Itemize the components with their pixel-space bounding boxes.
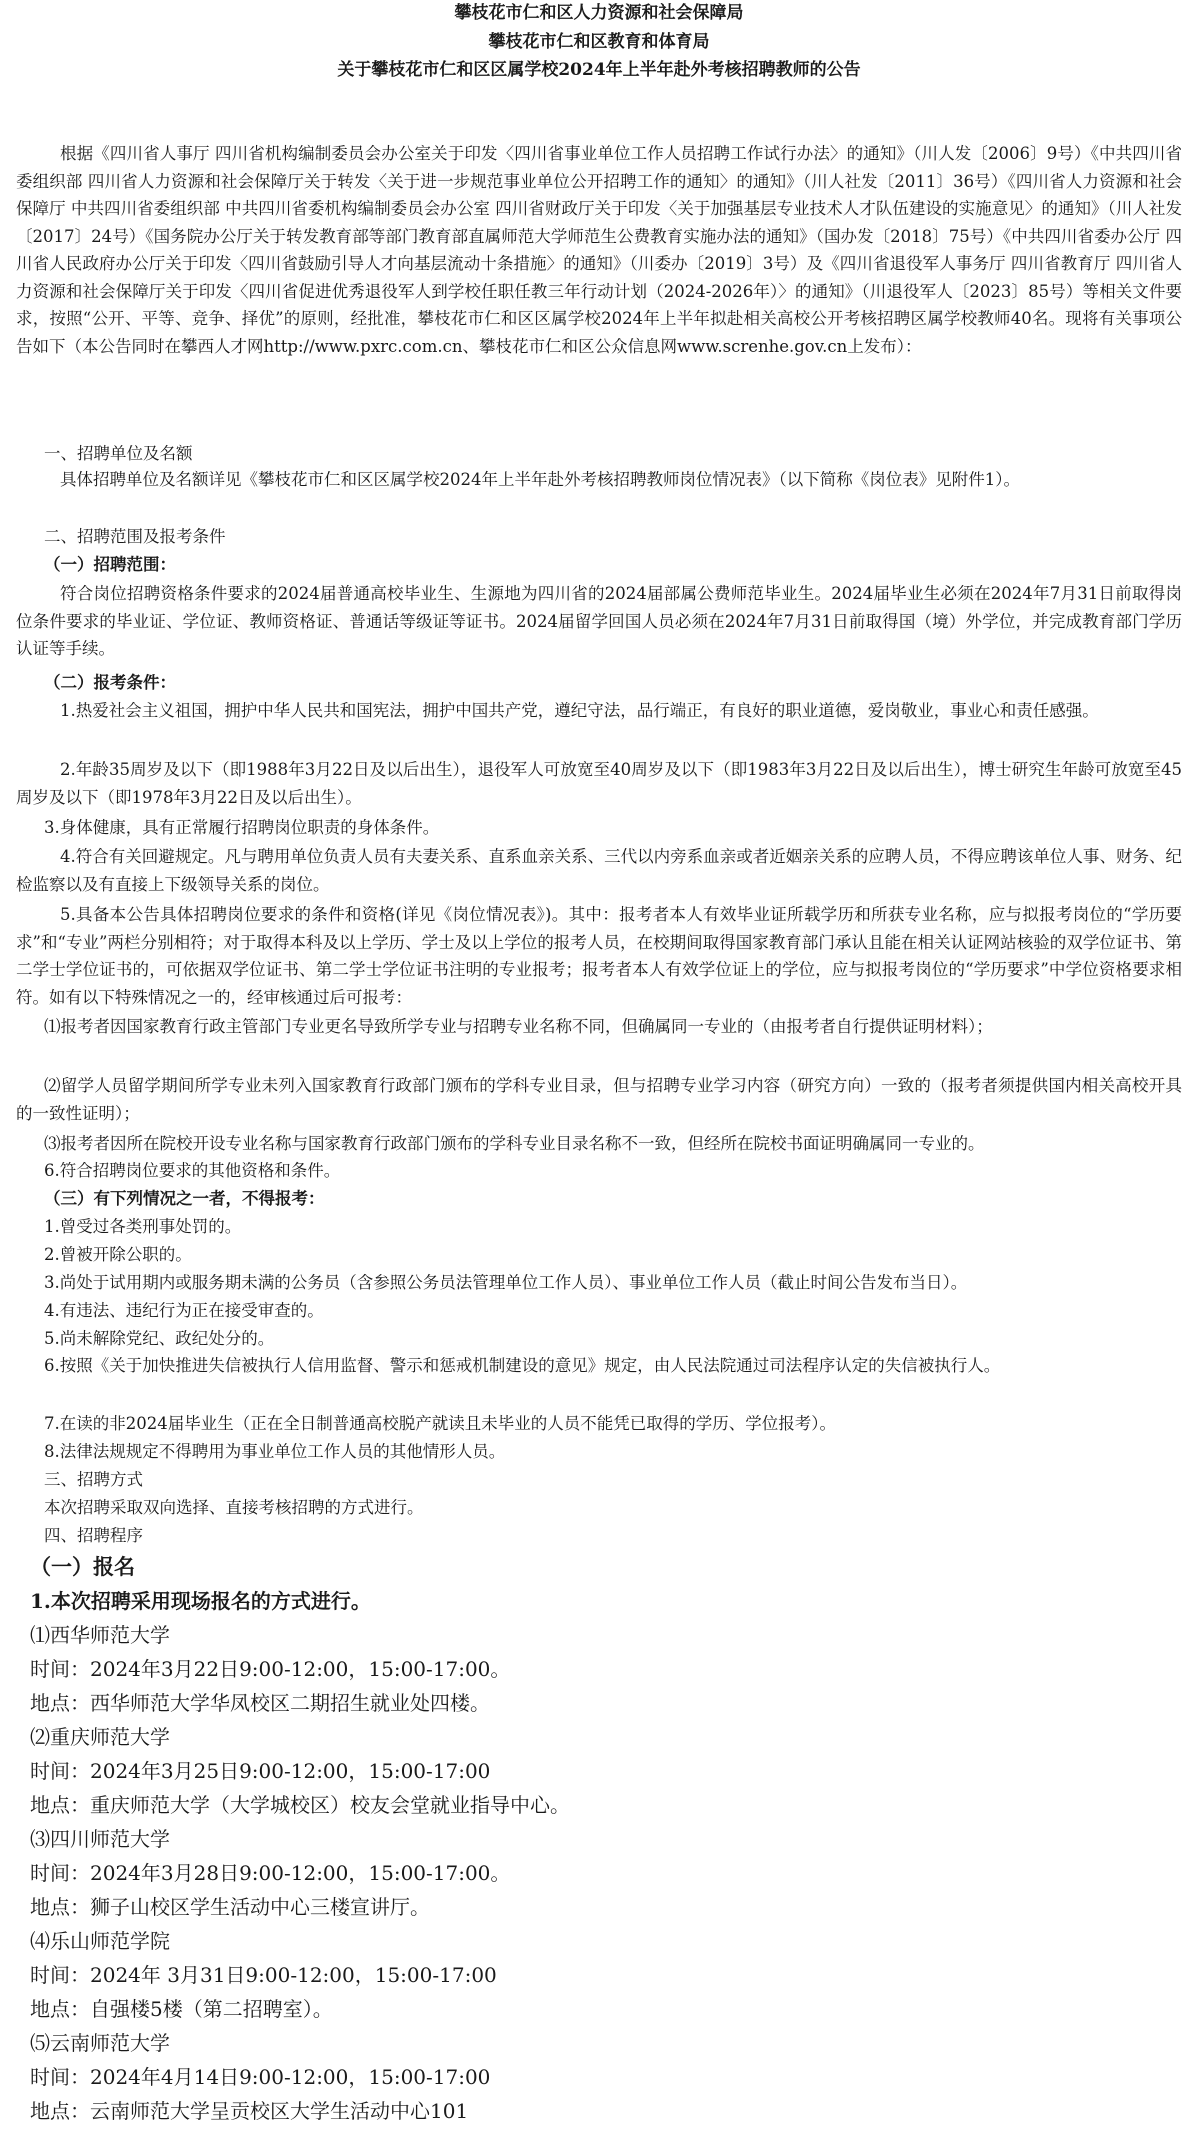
condition-2: 2.年龄35周岁及以下（即1988年3月22日及以后出生），退役军人可放宽至40周岁及以下（即1983年3月22日及以后出生），博士研究生年龄可放宽至45周岁及以下（即1978年3月22日及以后出生）。 [16,760,1182,807]
special-case-2: ⑵留学人员留学期间所学专业未列入国家教育行政部门颁布的学科专业目录，但与招聘专业学习内容（研究方向）一致的（报考者须提供国内相关高校开具的一致性证明）； [16,1076,1182,1123]
document-title: 关于攀枝花市仁和区区属学校2024年上半年赴外考核招聘教师的公告 [337,60,861,80]
venue-1-place: 地点：西华师范大学华凤校区二期招生就业处四楼。 [30,1691,490,1715]
exclusion-6: 6.按照《关于加快推进失信被执行人信用监督、警示和惩戒机制建设的意见》规定，由人民法院通过司法程序认定的失信被执行人。 [44,1356,1001,1375]
venue-1-name: ⑴西华师范大学 [30,1623,170,1647]
section-2b-heading: （二）报考条件： [44,673,176,692]
issuer-line-2: 攀枝花市仁和区教育和体育局 [488,32,710,52]
venue-1-time: 时间：2024年3月22日9:00-12:00，15:00-17:00。 [30,1657,511,1681]
venue-3-place: 地点：狮子山校区学生活动中心三楼宣讲厅。 [30,1895,430,1919]
condition-4: 4.符合有关回避规定。凡与聘用单位负责人员有夫妻关系、直系血亲关系、三代以内旁系血亲或者近姻亲关系的应聘人员，不得应聘该单位人事、财务、纪检监察以及有直接上下级领导关系的岗位。 [16,847,1182,894]
venue-4-name: ⑷乐山师范学院 [30,1929,170,1953]
section-2a-heading: （一）招聘范围： [44,555,176,574]
section-4a-heading: （一）报名 [30,1554,135,1579]
venue-3-name: ⑶四川师范大学 [30,1827,170,1851]
exclusion-7: 7.在读的非2024届毕业生（正在全日制普通高校脱产就读且未毕业的人员不能凭已取得的学历、学位报考）。 [44,1414,836,1433]
condition-1: 1.热爱社会主义祖国，拥护中华人民共和国宪法，拥护中国共产党，遵纪守法，品行端正，有良好的职业道德，爱岗敬业，事业心和责任感强。 [60,701,1099,720]
condition-5: 5.具备本公告具体招聘岗位要求的条件和资格(详见《岗位情况表》)。其中：报考者本人有效毕业证所载学历和所获专业名称，应与拟报考岗位的“学历要求”和“专业”两栏分别相符；对于取得本科及以上学历、学士及以上学位的报考人员，在校期间取得国家教育部门承认且能在相关认证网站核验的双学位证书、第二学士学位证书的，可依据双学位证书、第二学士学位证书注明的专业报考；报考者本人有效学位证上的学位，应与拟报考岗位的“学历要求”中学位资格要求相符。如有以下特殊情况之一的，经审核通过后可报考： [16,905,1182,1007]
venue-2-place: 地点：重庆师范大学（大学城校区）校友会堂就业指导中心。 [30,1793,570,1817]
section-2-heading: 二、招聘范围及报考条件 [44,527,226,546]
section-1-body: 具体招聘单位及名额详见《攀枝花市仁和区区属学校2024年上半年赴外考核招聘教师岗位情况表》（以下简称《岗位表》见附件1）。 [60,470,1020,489]
venue-4-place: 地点：自强楼5楼（第二招聘室）。 [30,1997,333,2021]
venue-4-time: 时间：2024年 3月31日9:00-12:00，15:00-17:00 [30,1963,497,1987]
section-2a-body: 符合岗位招聘资格条件要求的2024届普通高校毕业生、生源地为四川省的2024届部属公费师范毕业生。2024届毕业生必须在2024年7月31日前取得岗位条件要求的毕业证、学位证、教师资格证、普通话等级证等证书。2024届留学回国人员必须在2024年7月31日前取得国（境）外学位，并完成教育部门学历认证等手续。 [16,584,1182,658]
venue-2-name: ⑵重庆师范大学 [30,1725,170,1749]
exclusion-3: 3.尚处于试用期内或服务期未满的公务员（含参照公务员法管理单位工作人员）、事业单位工作人员（截止时间公告发布当日）。 [44,1273,968,1292]
exclusion-1: 1.曾受过各类刑事处罚的。 [44,1217,242,1236]
condition-3: 3.身体健康，具有正常履行招聘岗位职责的身体条件。 [44,818,440,837]
condition-6: 6.符合招聘岗位要求的其他资格和条件。 [44,1161,341,1180]
exclusion-4: 4.有违法、违纪行为正在接受审查的。 [44,1301,324,1320]
venue-3-time: 时间：2024年3月28日9:00-12:00，15:00-17:00。 [30,1861,511,1885]
venue-5-place: 地点：云南师范大学呈贡校区大学生活动中心101 [30,2099,469,2123]
issuer-line-1: 攀枝花市仁和区人力资源和社会保障局 [454,3,744,23]
exclusion-5: 5.尚未解除党纪、政纪处分的。 [44,1329,275,1348]
section-4-heading: 四、招聘程序 [44,1526,143,1545]
section-1-heading: 一、招聘单位及名额 [44,444,193,463]
venue-2-time: 时间：2024年3月25日9:00-12:00，15:00-17:00 [30,1759,491,1783]
section-2c-heading: （三）有下列情况之一者，不得报考： [44,1189,325,1208]
special-case-1: ⑴报考者因国家教育行政主管部门专业更名导致所学专业与招聘专业名称不同，但确属同一专业的（由报考者自行提供证明材料）； [44,1017,993,1036]
intro-paragraph: 根据《四川省人事厅 四川省机构编制委员会办公室关于印发〈四川省事业单位工作人员招聘工作试行办法〉的通知》（川人发〔2006〕9号）《中共四川省委组织部 四川省人力资源和社会保障厅关于转发〈关于进一步规范事业单位公开招聘工作的通知〉的通知》（川人社发〔2011〕36号）《四川省人力资源和社会保障厅 中共四川省委组织部 中共四川省委机构编制委员会办公室 四川省财政厅关于印发〈关于加强基层专业技术人才队伍建设的实施意见〉的通知》（川人社发〔2017〕24号）《国务院办公厅关于转发教育部等部门教育部直属师范大学师范生公费教育实施办法的通知》（国办发〔2018〕75号）《中共四川省委办公厅 四川省人民政府办公厅关于印发〈四川省鼓励引导人才向基层流动十条措施〉的通知》（川委办〔2019〕3号）及《四川省退役军人事务厅 四川省教育厅 四川省人力资源和社会保障厅关于印发〈四川省促进优秀退役军人到学校任职任教三年行动计划（2024-2026年）〉的通知》（川退役军人〔2023〕85号）等相关文件要求，按照“公开、平等、竞争、择优”的原则，经批准，攀枝花市仁和区区属学校2024年上半年拟赴相关高校公开考核招聘区属学校教师40名。现将有关事项公告如下（本公告同时在攀西人才网http://www.pxrc.com.cn、攀枝花市仁和区公众信息网www.screnhe.gov.cn上发布）： [16,144,1182,356]
special-case-3: ⑶报考者因所在院校开设专业名称与国家教育行政部门颁布的学科专业目录名称不一致，但经所在院校书面证明确属同一专业的。 [44,1134,985,1153]
section-3-body: 本次招聘采取双向选择、直接考核招聘的方式进行。 [44,1498,424,1517]
section-3-heading: 三、招聘方式 [44,1470,143,1489]
exclusion-2: 2.曾被开除公职的。 [44,1245,192,1264]
venue-5-time: 时间：2024年4月14日9:00-12:00，15:00-17:00 [30,2065,491,2089]
exclusion-8: 8.法律法规规定不得聘用为事业单位工作人员的其他情形人员。 [44,1442,506,1461]
venue-5-name: ⑸云南师范大学 [30,2031,170,2055]
section-4a-subheading: 1.本次招聘采用现场报名的方式进行。 [30,1589,371,1613]
